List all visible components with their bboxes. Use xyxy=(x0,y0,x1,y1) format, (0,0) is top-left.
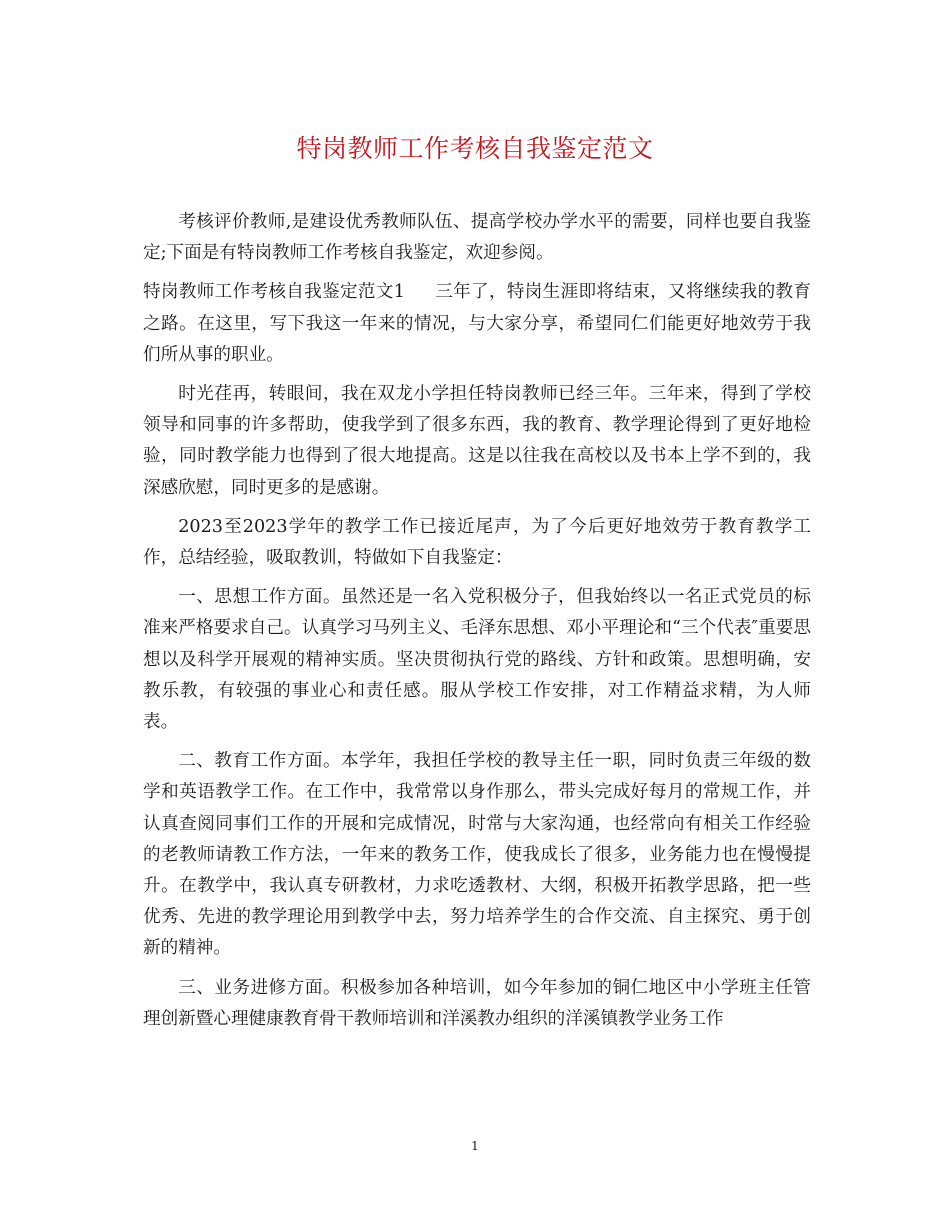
body-paragraph: 一、思想工作方面。虽然还是一名入党积极分子，但我始终以一名正式党员的标准来严格要求自己。认真学习马列主义、毛泽东思想、邓小平理论和“三个代表″重要思想以及科学开展观的精神实质。坚决贯彻执行党的路线、方针和政策。思想明确，安教乐教，有较强的事业心和责任感。服从学校工作安排，对工作精益求精，为人师表。 xyxy=(143,587,811,733)
body-paragraph: 二、教育工作方面。本学年，我担任学校的教导主任一职，同时负责三年级的数学和英语教学工作。在工作中，我常常以身作那么，带头完成好每月的常规工作，并认真查阅同事们工作的开展和完成情况，时常与大家沟通，也经常向有相关工作经验的老教师请教工作方法，一年来的教务工作，使我成长了很多，业务能力也在慢慢提升。在教学中，我认真专研教材，力求吃透教材、大纲，积极开拓教学思路，把一些优秀、先进的教学理论用到教学中去，努力培养学生的合作交流、自主探究、勇于创新的精神。 xyxy=(143,751,811,959)
section-paragraph xyxy=(143,277,811,371)
intro-paragraph: 考核评价教师,是建设优秀教师队伍、提高学校办学水平的需要，同样也要自我鉴定;下面是有特岗教师工作考核自我鉴定，欢迎参阅。 xyxy=(143,212,811,264)
page-number: 1 xyxy=(471,1139,479,1153)
body-paragraph: 2023至2023学年的教学工作已接近尾声，为了今后更好地效劳于教育教学工作，总结经验，吸取教训，特做如下自我鉴定： xyxy=(143,516,811,569)
section-heading: 特岗教师工作考核自我鉴定范文1 xyxy=(143,282,405,303)
section-opening-text: 三年了，特岗生涯即将结束，又将继续我的教育之路。在这里，写下我这一年来的情况，与大家分享，希望同仁们能更好地效劳于我们所从事的职业。 xyxy=(143,282,811,365)
document-body xyxy=(143,207,811,1043)
body-paragraph: 时光荏再，转眼间，我在双龙小学担任特岗教师已经三年。三年来，得到了学校领导和同事的许多帮助，使我学到了很多东西，我的教育、教学理论得到了更好地检验，同时教学能力也得到了很大地提高。这是以往我在高校以及书本上学不到的，我深感欣慰，同时更多的是感谢。 xyxy=(143,384,811,498)
body-paragraph: 三、业务进修方面。积极参加各种培训，如今年参加的铜仁地区中小学班主任管理创新暨心理健康教育骨干教师培训和洋溪教办组织的洋溪镇教学业务工作 xyxy=(143,977,811,1029)
document-title: 特岗教师工作考核自我鉴定范文 xyxy=(296,134,654,163)
